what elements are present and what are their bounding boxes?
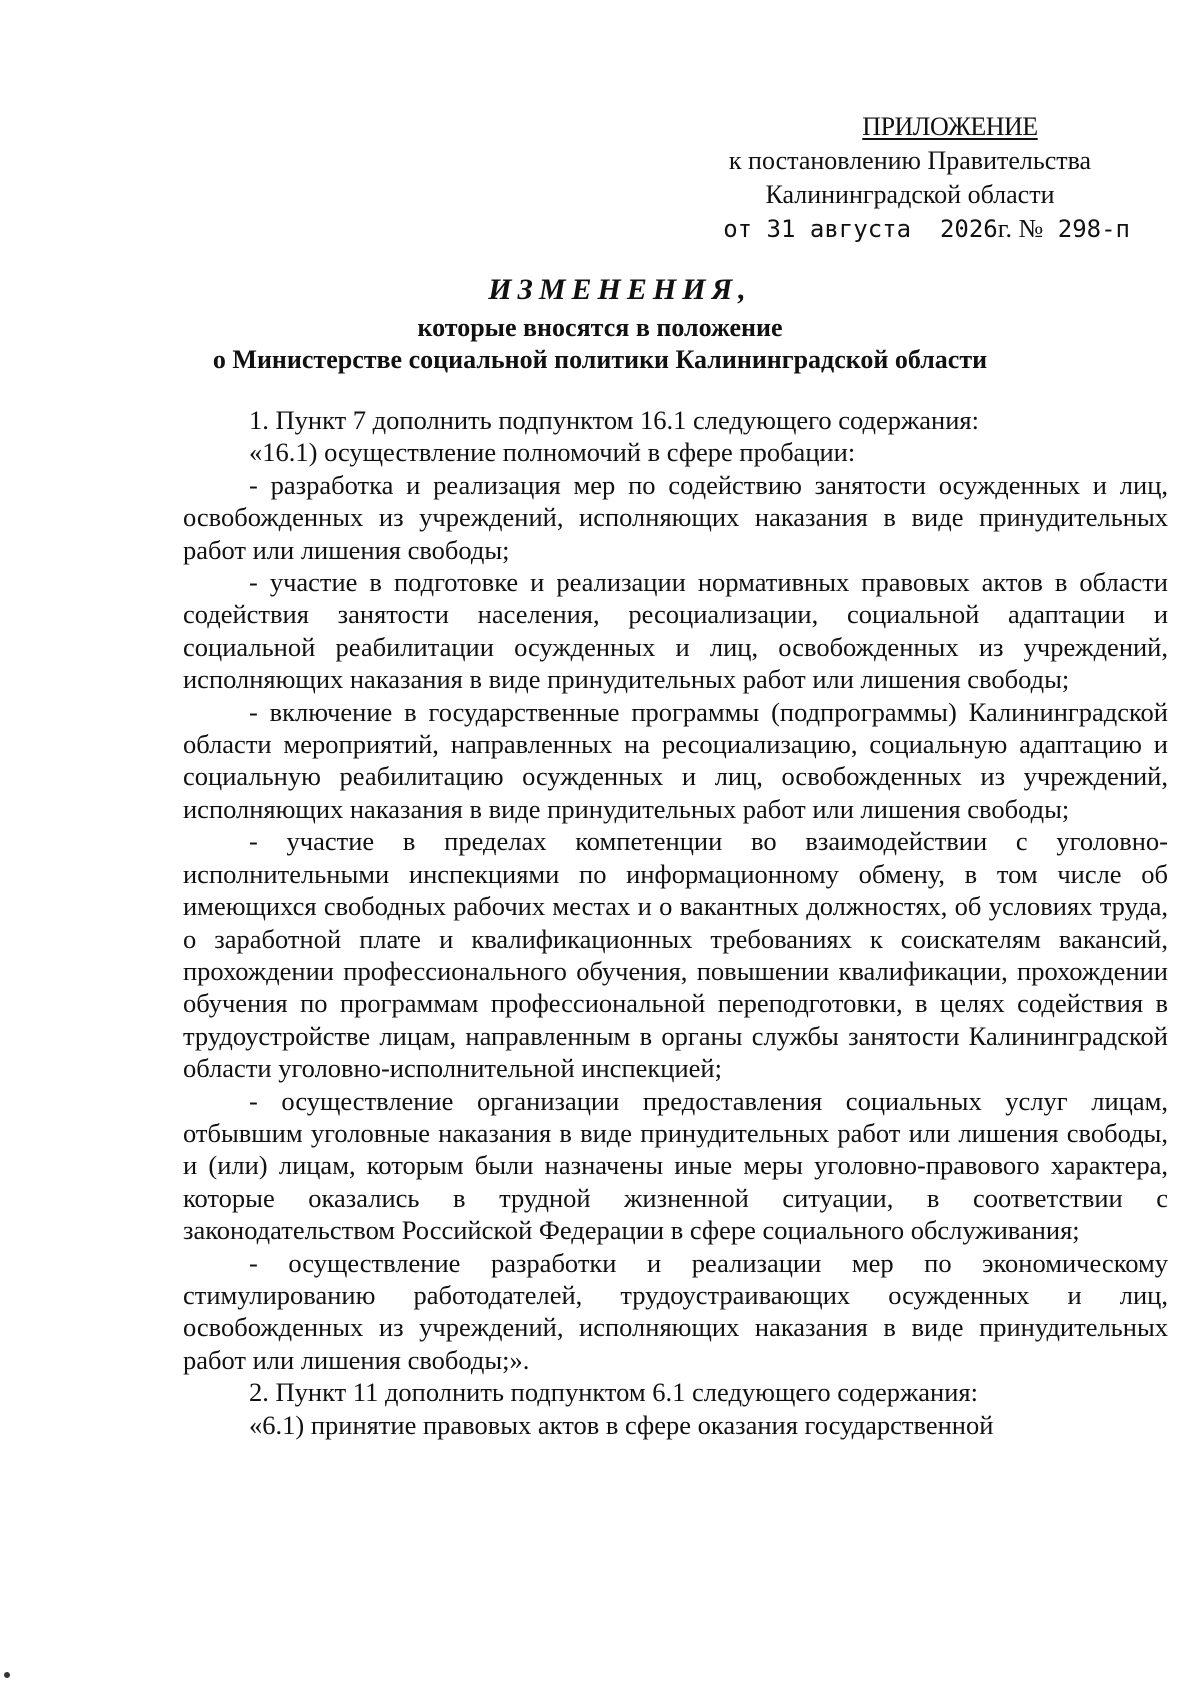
document-body xyxy=(183,404,1168,1441)
document-number: 298-п xyxy=(1057,215,1130,243)
paragraph: - участие в подготовке и реализации нормативных правовых актов в области содействия занятости населения, ресоциализации, социальной адаптации и социальной реабилитации осужденных и лиц, освобожденных из учреждений, исполняющих наказания в виде принудительных работ или лишения свободы; xyxy=(183,567,1168,695)
appendix-date-line xyxy=(680,212,1130,246)
paragraph: - разработка и реализация мер по содействию занятости осужденных и лиц, освобожденных из учреждений, исполняющих наказания в виде принудительных работ или лишения свободы; xyxy=(183,469,1168,565)
paragraph: «6.1) принятие правовых актов в сфере оказания государственной xyxy=(249,1409,994,1440)
appendix-title: ПРИЛОЖЕНИЕ xyxy=(862,112,1038,141)
document-title: ИЗМЕНЕНИЯ, xyxy=(488,273,752,306)
paragraph: - осуществление разработки и реализации мер по экономическому стимулированию работодателей, трудоустраивающих осужденных и лиц, освобожденных из учреждений, исполняющих наказания в виде принудительных работ или лишения свободы;». xyxy=(183,1247,1168,1375)
document-subtitle-1: которые вносятся в положение xyxy=(417,313,783,342)
paragraph: - включение в государственные программы (подпрограммы) Калининградской области мероприятий, направленных на ресоциализацию, социальную адаптацию и социальную реабилитацию осужденных и лиц, освобожденных из учреждений, исполняющих наказания в виде принудительных работ или лишения свободы; xyxy=(183,696,1168,824)
date-g: г. № xyxy=(997,214,1044,243)
paragraph: - осуществление организации предоставления социальных услуг лицам, отбывшим уголовные наказания в виде принудительных работ или лишения свободы, и (или) лицам, которым были назначены иные меры уголовно-правового характера, которые оказались в трудной жизненной ситуации, в соответствии с законодательством Российской Федерации в сфере социального обслуживания; xyxy=(183,1085,1168,1246)
date-year: 2026 xyxy=(939,215,998,243)
scan-speck xyxy=(4,1672,10,1678)
appendix-line-2: Калининградской области xyxy=(765,180,1055,209)
appendix-header xyxy=(680,110,1140,246)
paragraph: 2. Пункт 11 дополнить подпунктом 6.1 следующего содержания: xyxy=(249,1377,978,1408)
date-prefix: от 31 августа xyxy=(723,215,912,243)
appendix-line-1: к постановлению Правительства xyxy=(728,146,1092,175)
paragraph: «16.1) осуществление полномочий в сфере пробации: xyxy=(249,437,856,468)
paragraph: - участие в пределах компетенции во взаимодействии с уголовно-исполнительными инспекциями по информационному обмену, в том числе об имеющихся свободных рабочих местах и о вакантных должностях, об условиях труда, о заработной плате и квалификационных требованиях к соискателям вакансий, прохождении профессионального обучения, повышении квалификации, прохождении обучения по программам профессиональной переподготовки, в целях содействия в трудоустройстве лицам, направленным в органы службы занятости Калининградской области уголовно-исполнительной инспекцией; xyxy=(183,826,1168,1084)
document-subtitle-2: о Министерстве социальной политики Калининградской области xyxy=(212,345,988,374)
paragraph: 1. Пункт 7 дополнить подпунктом 16.1 следующего содержания: xyxy=(249,405,979,435)
